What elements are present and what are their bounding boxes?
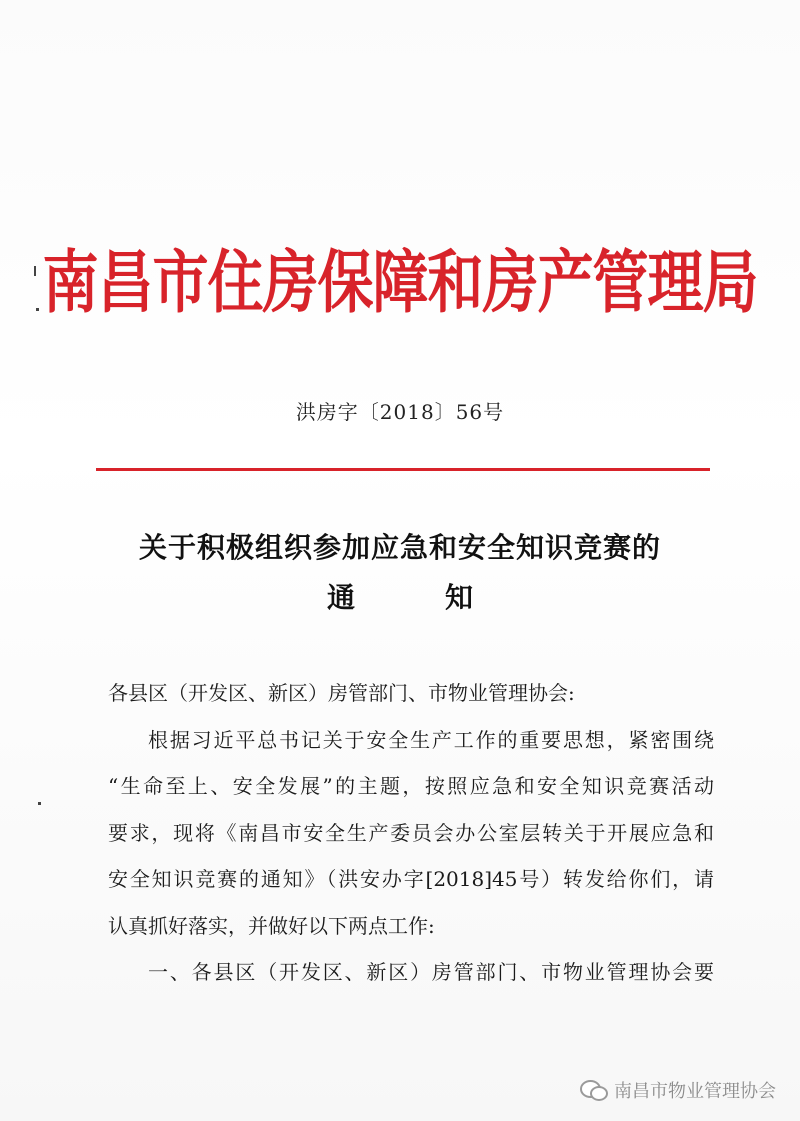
wechat-icon bbox=[580, 1080, 606, 1100]
paragraph-1-line-5: 认真抓好落实，并做好以下两点工作: bbox=[108, 913, 435, 938]
issuing-organization-header: 南昌市住房保障和房产管理局 bbox=[42, 243, 758, 324]
notice-subtitle-char-1: 通 bbox=[326, 581, 355, 614]
paragraph-1-line-1: 根据习近平总书记关于安全生产工作的重要思想，紧密围绕 bbox=[148, 727, 714, 752]
wechat-watermark bbox=[580, 1077, 776, 1103]
notice-title: 关于积极组织参加应急和安全知识竞赛的 bbox=[138, 531, 661, 564]
document-number: 洪房字〔2018〕56号 bbox=[295, 400, 505, 424]
red-divider-line bbox=[96, 468, 710, 471]
watermark-text: 南昌市物业管理协会 bbox=[614, 1081, 776, 1102]
notice-subtitle-char-2: 知 bbox=[445, 581, 474, 614]
salutation: 各县区（开发区、新区）房管部门、市物业管理协会: bbox=[108, 681, 575, 705]
paragraph-2-line-1: 一、各县区（开发区、新区）房管部门、市物业管理协会要 bbox=[148, 960, 714, 984]
notice-subtitle bbox=[0, 576, 800, 616]
paragraph-1-line-3: 要求，现将《南昌市安全生产委员会办公室层转关于开展应急和 bbox=[108, 820, 714, 845]
scan-mark bbox=[38, 802, 41, 805]
paragraph-1-line-4: 安全知识竞赛的通知》（洪安办字[2018]45号）转发给你们，请 bbox=[108, 867, 714, 891]
paragraph-1-line-2: “生命至上、安全发展”的主题，按照应急和安全知识竞赛活动 bbox=[108, 774, 714, 798]
document-body bbox=[108, 670, 714, 996]
